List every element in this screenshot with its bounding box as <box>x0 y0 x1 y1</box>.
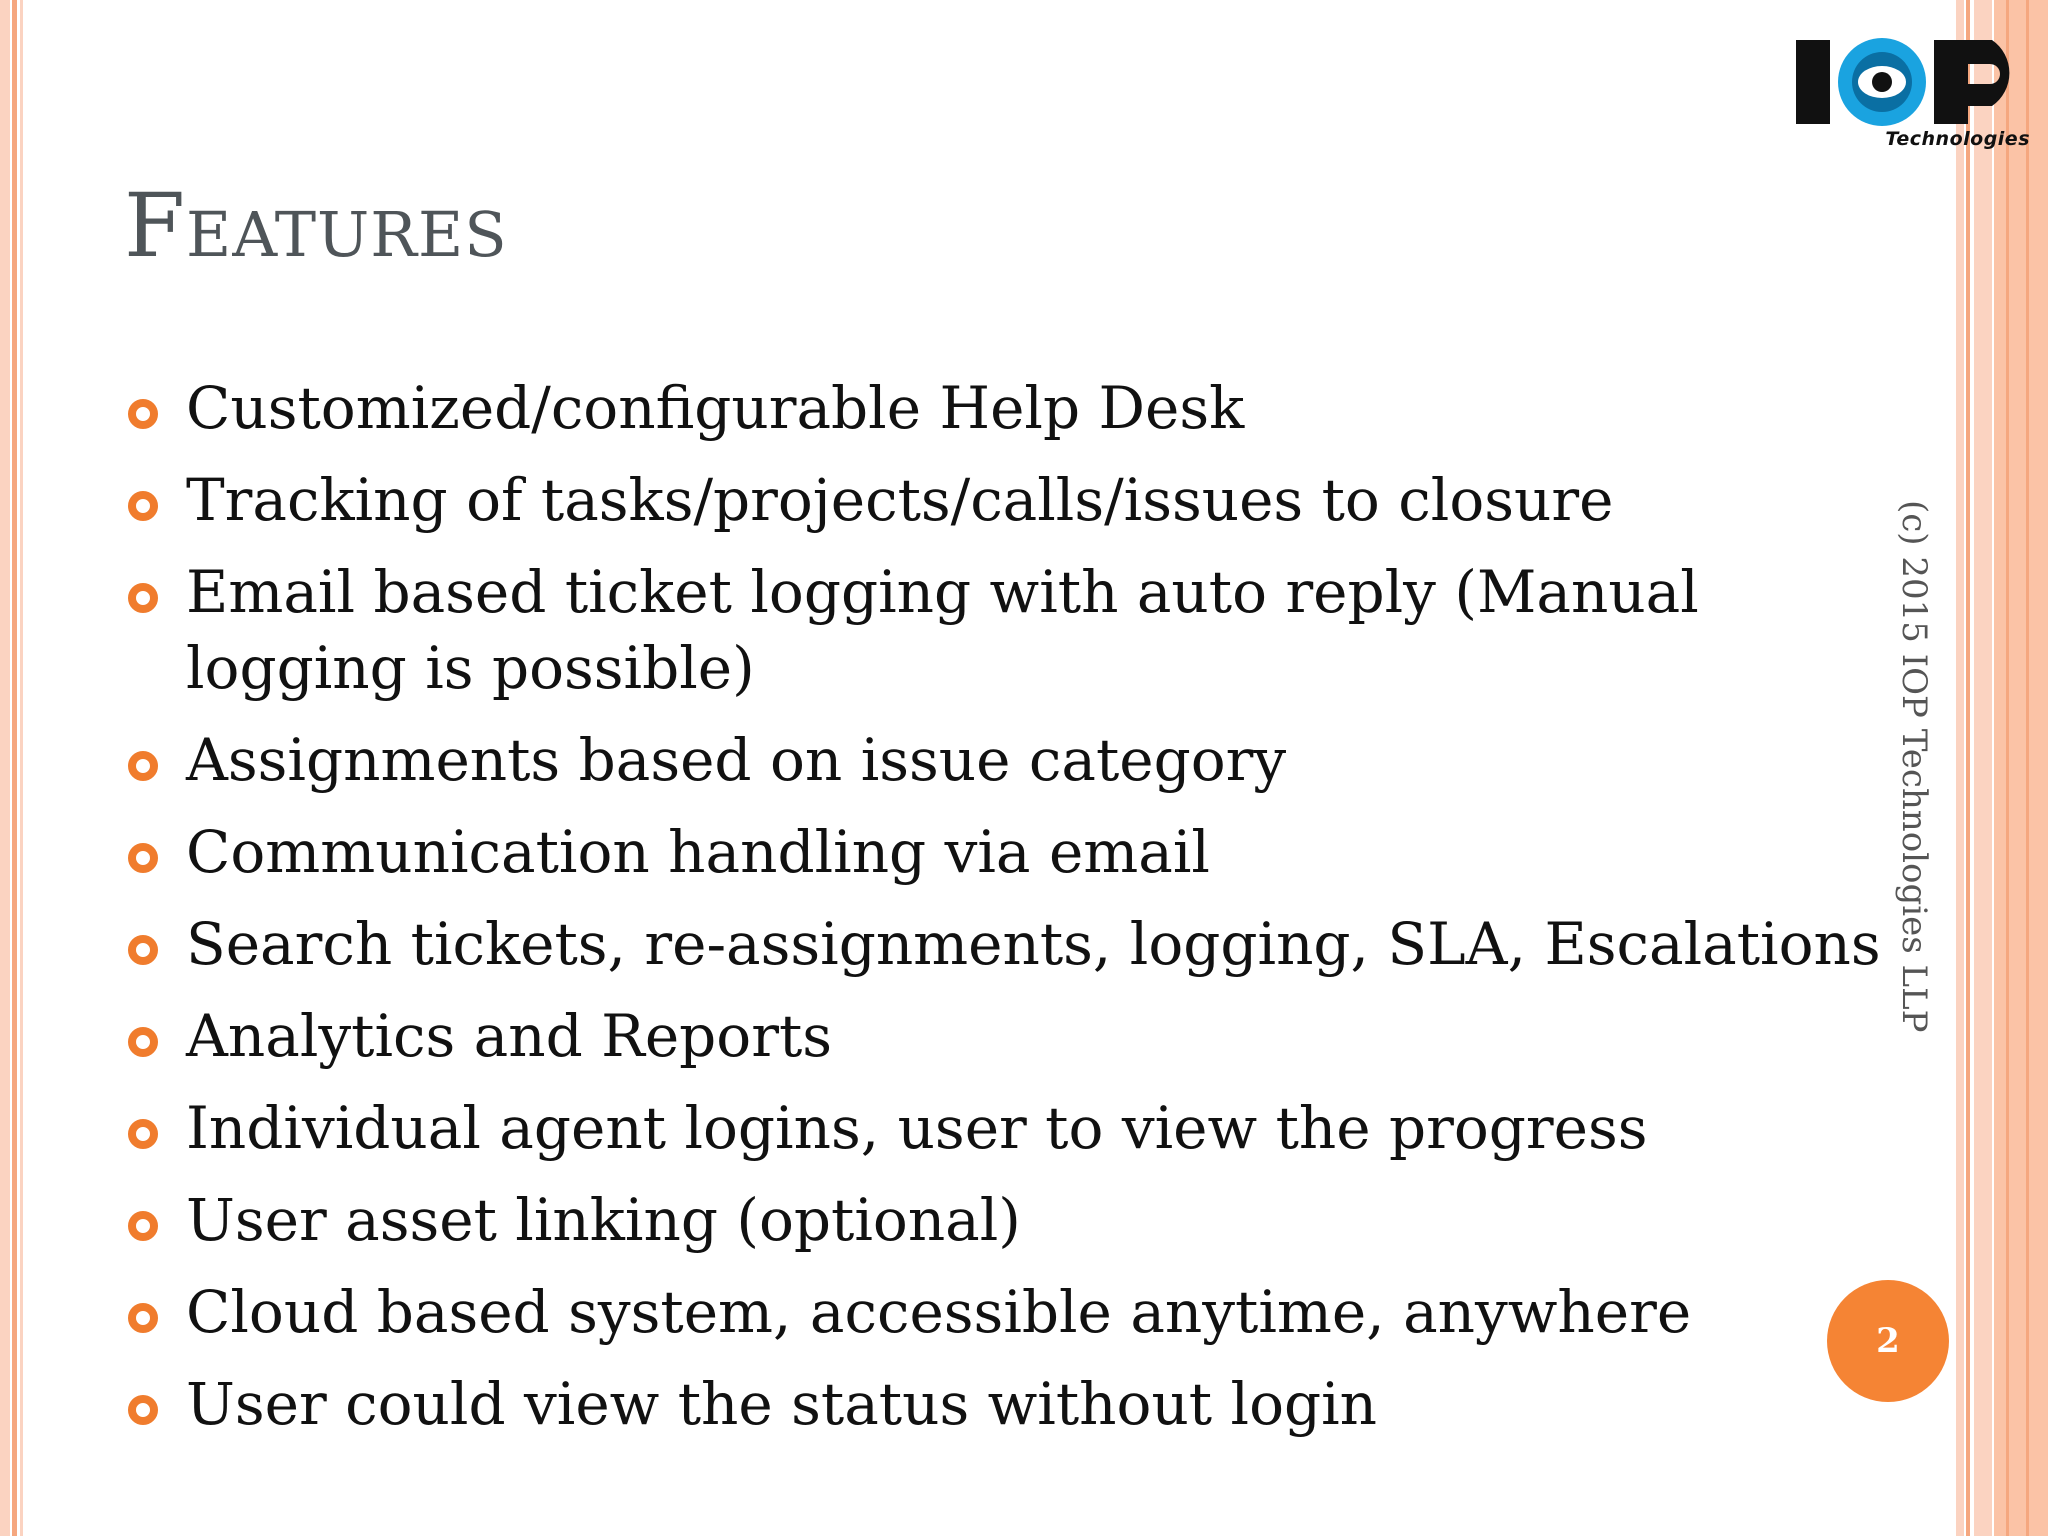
logo-subtitle: Technologies <box>1885 128 2030 150</box>
list-item <box>120 1090 1900 1166</box>
bullet-circle-icon <box>128 1119 158 1149</box>
feature-list <box>120 370 1900 1458</box>
list-item-text: Search tickets, re-assignments, logging, SLA, Escalations <box>186 910 1881 978</box>
right-stripe <box>2026 0 2029 1536</box>
logo-letter-i <box>1796 40 1830 124</box>
list-item-text: Communication handling via email <box>186 818 1210 886</box>
copyright-text: (c) 2015 IOP Technologies LLP <box>1894 500 1934 1033</box>
list-item <box>120 554 1900 706</box>
bullet-circle-icon <box>128 491 158 521</box>
list-item <box>120 906 1900 982</box>
list-item <box>120 462 1900 538</box>
list-item-text: Tracking of tasks/projects/calls/issues to closure <box>186 466 1614 534</box>
list-item <box>120 1366 1900 1442</box>
left-stripe <box>0 0 10 1536</box>
left-stripe <box>20 0 23 1536</box>
list-item-text: Assignments based on issue category <box>186 726 1287 794</box>
list-item <box>120 1274 1900 1350</box>
list-item-text: Analytics and Reports <box>186 1002 833 1070</box>
bullet-circle-icon <box>128 1303 158 1333</box>
right-stripe <box>1994 0 2048 1536</box>
bullet-circle-icon <box>128 1395 158 1425</box>
bullet-circle-icon <box>128 1211 158 1241</box>
right-stripe <box>2006 0 2009 1536</box>
bullet-circle-icon <box>128 583 158 613</box>
list-item <box>120 1182 1900 1258</box>
page-number-badge: 2 <box>1827 1280 1949 1402</box>
list-item-text: User asset linking (optional) <box>186 1186 1021 1254</box>
list-item-text: Customized/configurable Help Desk <box>186 374 1245 442</box>
left-stripe <box>12 0 17 1536</box>
right-stripe <box>1974 0 1992 1536</box>
list-item <box>120 998 1900 1074</box>
bullet-circle-icon <box>128 935 158 965</box>
bullet-circle-icon <box>128 843 158 873</box>
list-item <box>120 370 1900 446</box>
bullet-circle-icon <box>128 399 158 429</box>
right-stripe <box>1956 0 1964 1536</box>
bullet-circle-icon <box>128 1027 158 1057</box>
list-item-text: Individual agent logins, user to view the progress <box>186 1094 1648 1162</box>
logo-letter-p <box>1934 40 2009 124</box>
right-stripe <box>1966 0 1970 1536</box>
bullet-circle-icon <box>128 751 158 781</box>
list-item-text: Cloud based system, accessible anytime, anywhere <box>186 1278 1692 1346</box>
list-item <box>120 814 1900 890</box>
list-item <box>120 722 1900 798</box>
slide-title: Features <box>124 174 508 277</box>
list-item-text: Email based ticket logging with auto reply (Manual logging is possible) <box>186 558 1699 702</box>
list-item-text: User could view the status without login <box>186 1370 1378 1438</box>
